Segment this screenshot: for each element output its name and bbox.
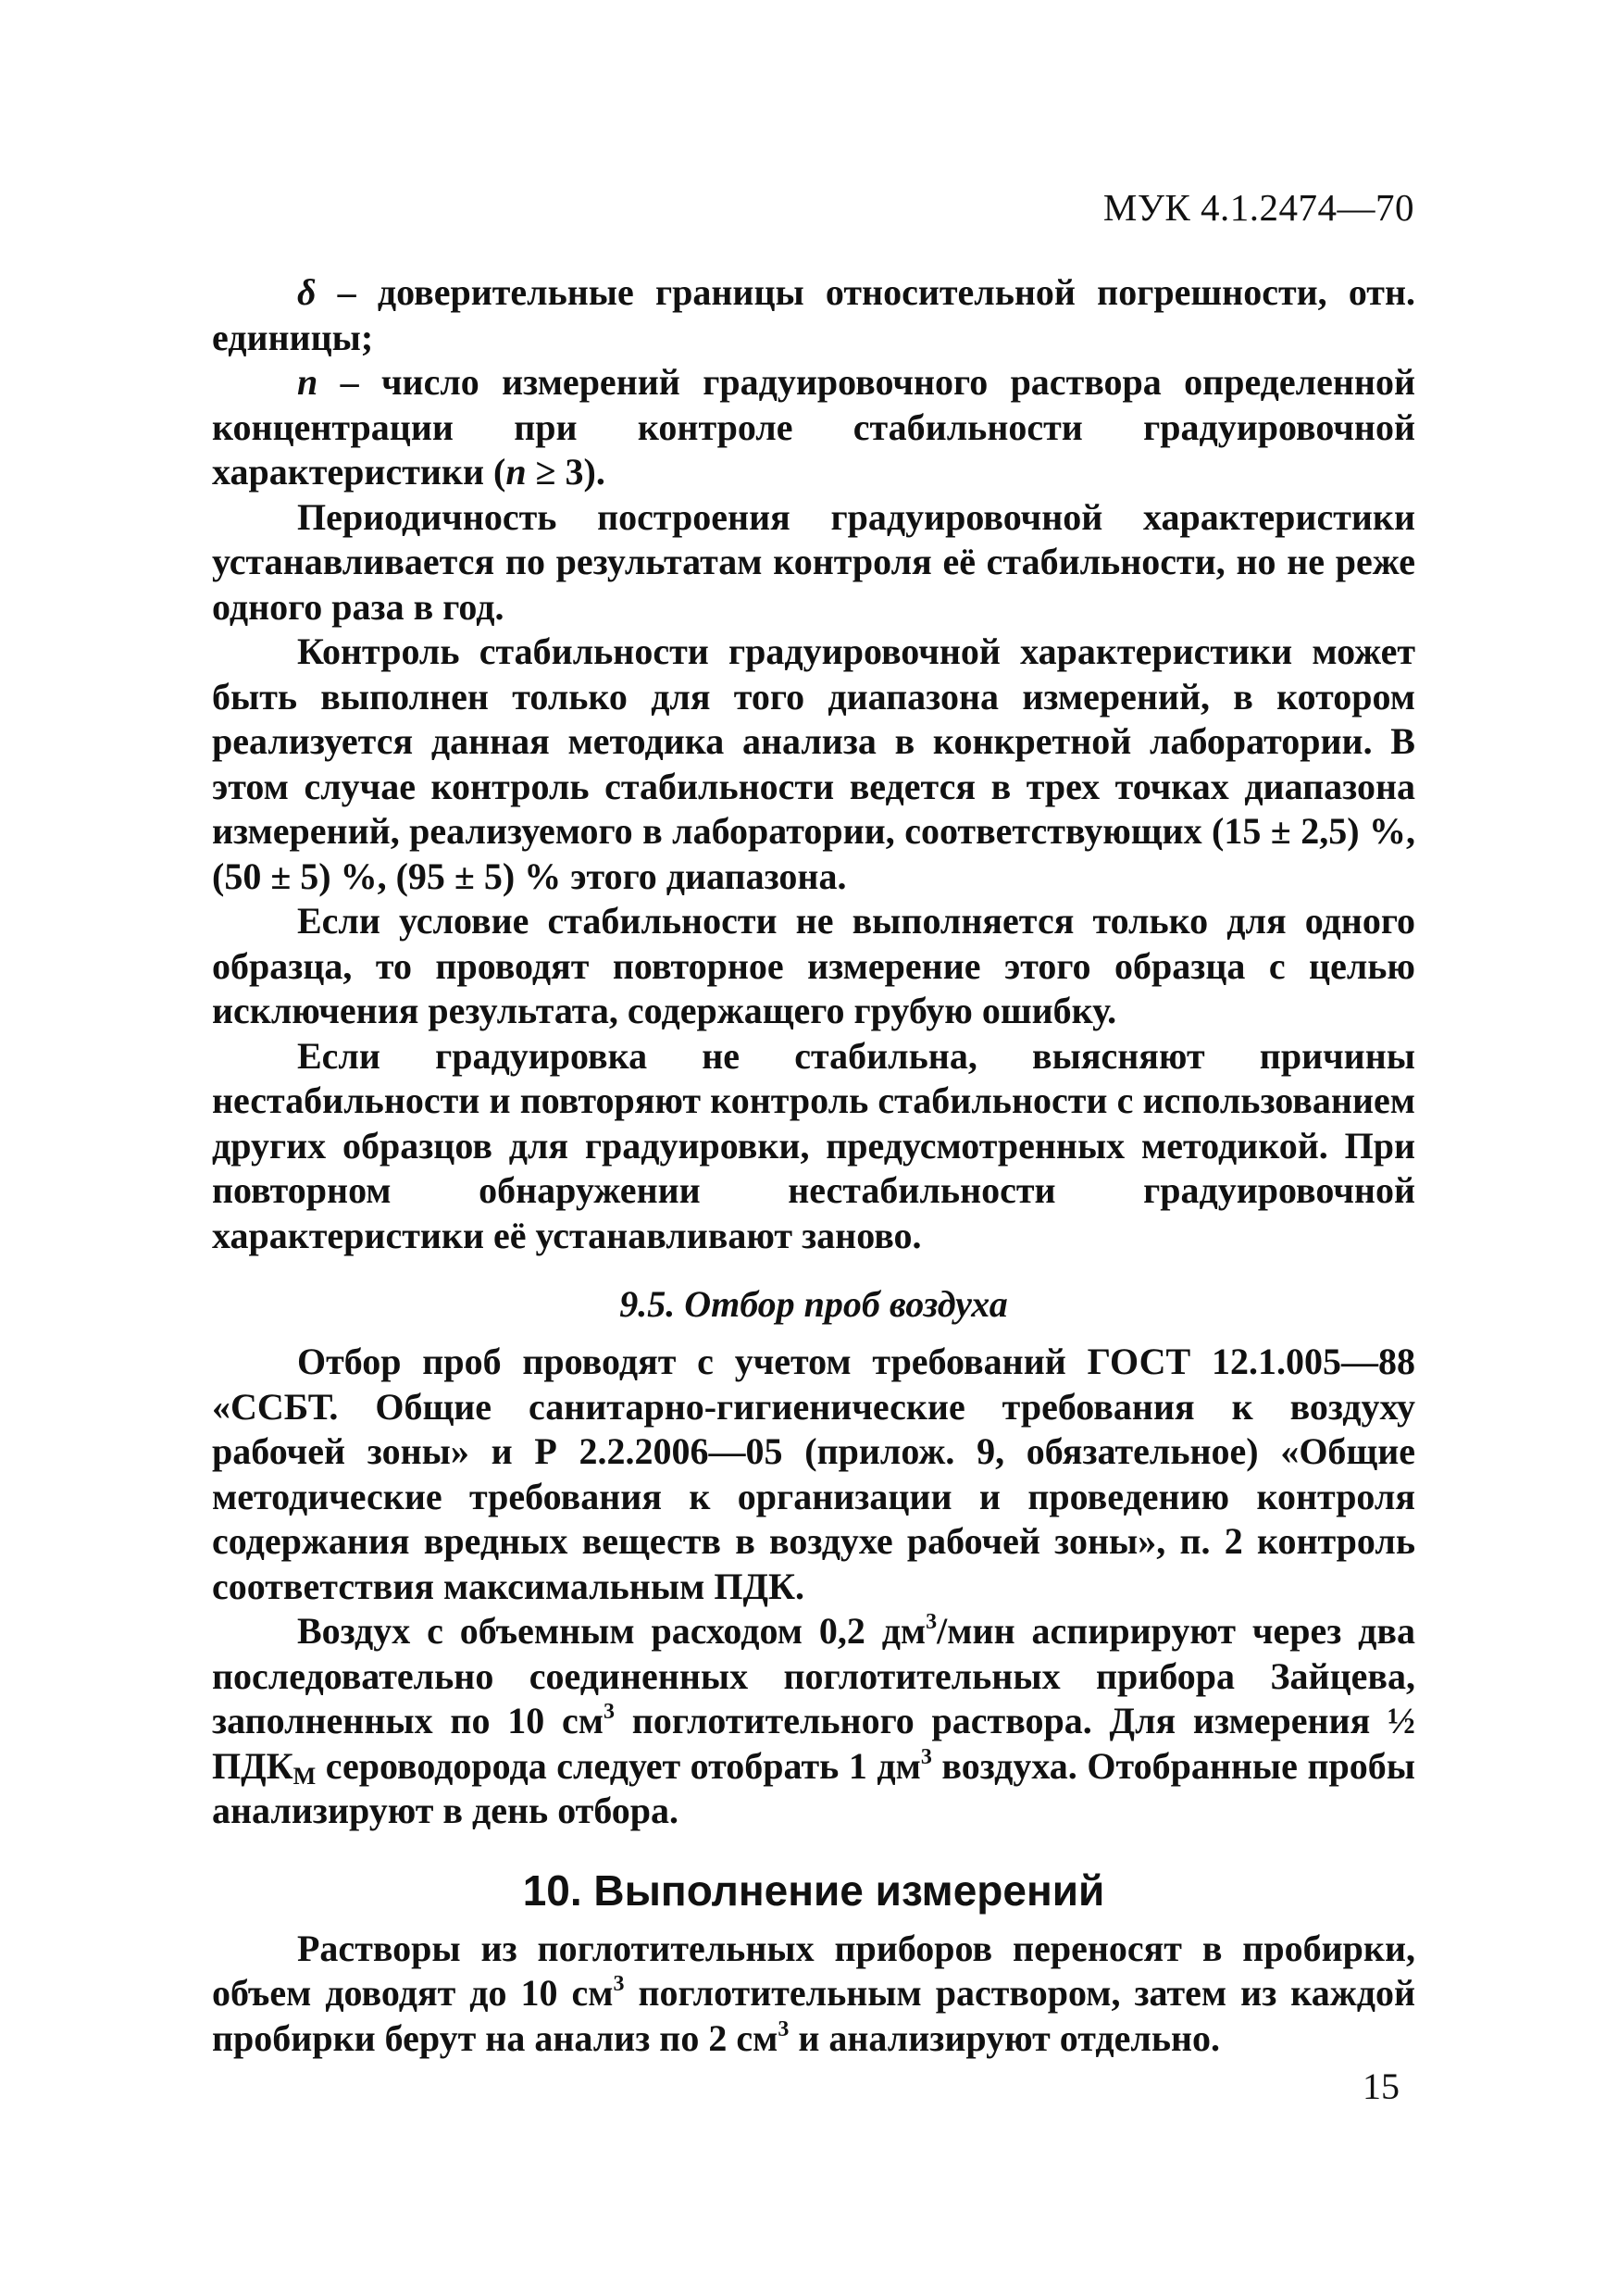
paragraph-periodicity: Периодичность построения градуировочной характеристики устанавливается по результатам контроля её стабильности, но не реже одного раза в год. [212,495,1415,628]
definition-delta [212,270,1415,360]
text-segment: /мин аспирируют через два последовательно соединенных поглотительных прибора Зайцева, заполненных по 10 см [212,1610,1415,1741]
text-segment: Воздух с объемным расходом 0,2 дм [297,1610,927,1652]
definition-n [212,360,1415,495]
superscript: 3 [926,1610,938,1634]
page-number: 15 [1363,2065,1400,2107]
superscript: 3 [604,1700,615,1724]
delta-symbol: δ [297,271,317,313]
superscript: 3 [920,1744,932,1769]
text-segment: воздуха. Отобранные пробы анализируют в день отбора. [212,1744,1415,1831]
page-content [212,270,1415,2061]
delta-definition-text: – доверительные границы относительной погрешности, отн. единицы; [212,271,1415,358]
paragraph-stability-control: Контроль стабильности градуировочной характеристики может быть выполнен только для того диапазона измерений, в котором реализуется данная методика анализа в конкретной лаборатории. В этом случае контроль стабильности ведется в трех точках диапазона измерений, реализуемого в лаборатории, соответствующих (15 ± 2,5) %, (50 ± 5) %, (95 ± 5) % этого диапазона. [212,630,1415,897]
section-9-5-title: 9.5. Отбор проб воздуха [619,1283,1008,1325]
superscript: 3 [778,2016,790,2041]
text-segment: сероводорода следует отобрать 1 дм [316,1744,921,1787]
text-segment: и анализируют отдельно. [789,2016,1221,2059]
document-code-header: МУК 4.1.2474—70 [1102,186,1414,229]
section-9-5-paragraph-2 [212,1609,1415,1834]
superscript: 3 [613,1972,625,1996]
n-condition-text: ≥ 3). [526,451,605,493]
subscript: М [292,1762,317,1790]
section-10-paragraph [212,1927,1415,2062]
n-symbol: n [297,361,318,403]
n-definition-text: – число измерений градуировочного раствора определенной концентрации при контроле стабильности градуировочной характеристики ( [212,361,1415,493]
text-segment: Растворы из поглотительных приборов переносят в пробирки, объем доводят до 10 см [212,1927,1415,2014]
paragraph-one-sample: Если условие стабильности не выполняется только для одного образца, то проводят повторное измерение этого образца с целью исключения результата, содержащего грубую ошибку. [212,900,1415,1031]
section-9-5-paragraph-1: Отбор проб проводят с учетом требований ГОСТ 12.1.005—88 «ССБТ. Общие санитарно-гигиенические требования к воздуху рабочей зоны» и Р 2.2.2006—05 (прилож. 9, обязательное) «Общие методические требования к организации и проведению контроля содержания вредных веществ в воздухе рабочей зоны», п. 2 контроль соответствия максимальным ПДК. [212,1341,1415,1607]
n-condition-symbol: n [505,451,527,493]
text-segment: поглотительного раствора. Для измерения ½ ПДК [212,1700,1415,1787]
section-10-title: 10. Выполнение измерений [522,1866,1105,1915]
text-segment: поглотительным раствором, затем из каждой пробирки берут на анализ по 2 см [212,1972,1415,2059]
paragraph-unstable-calibration: Если градуировка не стабильна, выясняют причины нестабильности и повторяют контроль стабильности с использованием других образцов для градуировки, предусмотренных методикой. При повторном обнаружении нестабильности градуировочной характеристики её устанавливают заново. [212,1034,1415,1256]
